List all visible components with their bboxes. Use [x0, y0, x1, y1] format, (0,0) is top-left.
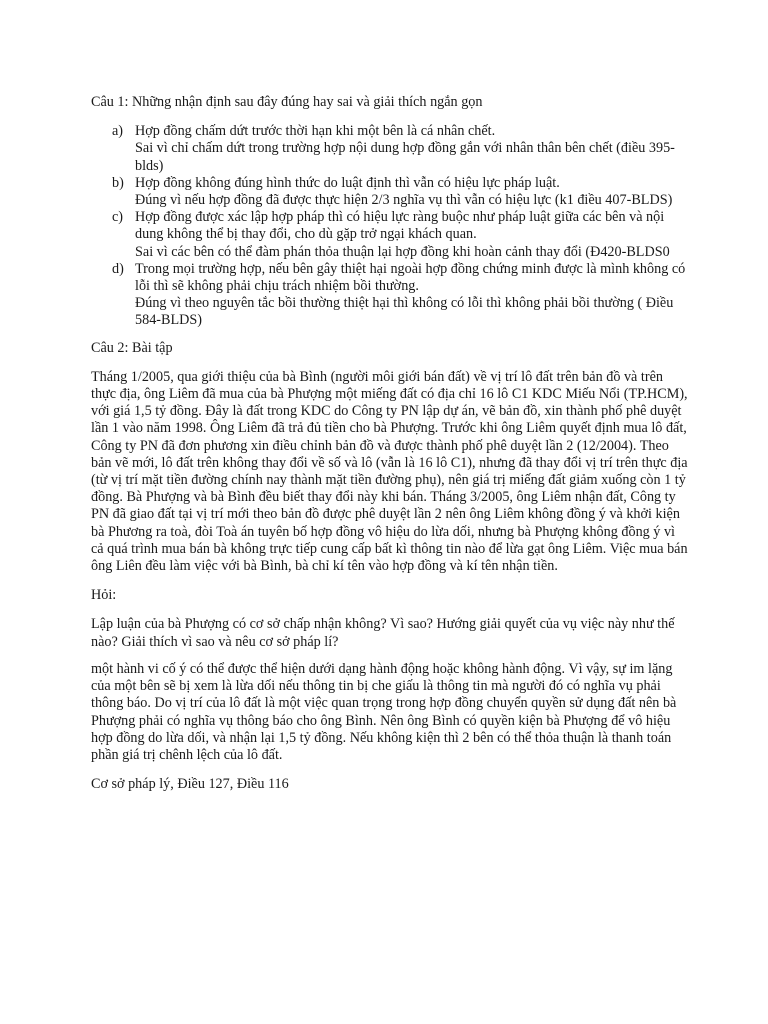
- item-answer: Sai vì chỉ chấm dứt trong trường hợp nội dung hợp đồng gắn với nhân thân bên chết (điều 395-blds): [135, 140, 675, 174]
- item-statement: Hợp đồng chấm dứt trước thời hạn khi một bên là cá nhân chết.: [135, 123, 496, 140]
- item-answer: Sai vì các bên có thể đàm phán thỏa thuận lại hợp đồng khi hoàn cảnh thay đổi (Đ420-BLDS0: [135, 243, 670, 260]
- item-marker: c): [112, 209, 124, 226]
- item-marker: b): [112, 174, 124, 191]
- exercise-paragraph: Tháng 1/2005, qua giới thiệu của bà Bình (người môi giới bán đất) về vị trí lô đất trên bản đồ và trên thực địa, ông Liêm đã mua của bà Phượng một miếng đất có địa chỉ 16 lô C1 KDC Miếu Nổi (TP.HCM), với giá 1,5 tỷ đồng. Đây là đất trong KDC do Công ty PN lập dự án, vẽ bản đồ, xin thành phố phê duyệt lần 1 vào năm 1998. Ông Liêm đã trả đủ tiền cho bà Phượng. Trước khi ông Liêm quyết định mua lô đất, Công ty PN đã đơn phương xin điều chỉnh bản đồ và được thành phố phê duyệt lần 2 (12/2004). Theo bản vẽ mới, lô đất trên không thay đổi về số và lô (vẫn là 16 lô C1), nhưng đã thay đổi vị trí trên thực địa (từ vị trí mặt tiền đường chính nay thành mặt tiền đường phụ), nên giá trị miếng đất giảm xuống còn 1 tỷ đồng. Bà Phượng và bà Bình đều biết thay đổi này khi bán. Tháng 3/2005, ông Liêm nhận đất, Công ty PN đã giao đất tại vị trí mới theo bản đồ được phê duyệt lần 2 nên ông Liêm không đồng ý và khởi kiện bà Phương ra toà, đòi Toà án tuyên bố hợp đồng vô hiệu do lừa dối, nhưng bà Phượng không đồng ý vì cả quá trình mua bán bà không trực tiếp cung cấp bất kì thông tin nào để lừa gạt ông Liêm. Việc mua bán ông Liên đều làm việc với bà Bình, bà chỉ kí tên vào hợp đồng và kí tên nhận tiền.: [91, 368, 688, 575]
- item-statement: Hợp đồng không đúng hình thức do luật định thì vẫn có hiệu lực pháp luật.: [135, 174, 560, 191]
- item-statement: Trong mọi trường hợp, nếu bên gây thiệt hại ngoài hợp đồng chứng minh được là mình không có lỗi thì sẽ không phải chịu trách nhiệm bồi thường.: [135, 260, 686, 295]
- list-item-d: [91, 261, 688, 330]
- item-statement: Hợp đồng được xác lập hợp pháp thì có hiệu lực ràng buộc như pháp luật giữa các bên và nội dung không thể bị thay đổi, cho dù gặp trở ngại khách quan.: [135, 209, 665, 243]
- list-item-c: [91, 209, 688, 261]
- legal-basis: Cơ sở pháp lý, Điều 127, Điều 116: [91, 776, 289, 793]
- question-1-title: Câu 1: Những nhận định sau đây đúng hay sai và giải thích ngắn gọn: [91, 94, 483, 110]
- question-text: Lập luận của bà Phượng có cơ sở chấp nhận không? Vì sao? Hướng giải quyết của vụ việc này như thế nào? Giải thích vì sao và nêu cơ sở pháp lí?: [91, 616, 675, 650]
- item-marker: a): [112, 123, 124, 140]
- item-marker: d): [112, 260, 124, 277]
- item-answer: Đúng vì theo nguyên tắc bồi thường thiệt hại thì không có lỗi thì không phải bồi thường ( Điều 584-BLDS): [135, 295, 674, 329]
- list-item-b: [91, 175, 688, 209]
- list-item-a: [91, 123, 688, 175]
- answer-paragraph: một hành vi cố ý có thể được thể hiện dưới dạng hành động hoặc không hành động. Vì vậy, sự im lặng của một bên sẽ bị xem là lừa dối nếu thông tin bị che giấu là thông tin mà người đó có nghĩa vụ phải thông báo. Do vị trí của lô đất là một việc quan trọng trong hợp đồng chuyển quyền sử dụng đất nên bà Phượng phải có nghĩa vụ thông báo cho ông Bình. Nên ông Bình có quyền kiện bà Phượng để vô hiệu hợp đồng do lừa dối, và nhận lại 1,5 tỷ đồng. Nếu không kiện thì 2 bên có thể thỏa thuận là thanh toán phần giá trị chênh lệch của lô đất.: [91, 660, 677, 763]
- question-2-title: Câu 2: Bài tập: [91, 339, 173, 356]
- ask-label: Hỏi:: [91, 587, 117, 604]
- item-answer: Đúng vì nếu hợp đồng đã được thực hiện 2/3 nghĩa vụ thì vẫn có hiệu lực (k1 điều 407-BLDS): [135, 192, 673, 209]
- question-1-list: [91, 123, 688, 329]
